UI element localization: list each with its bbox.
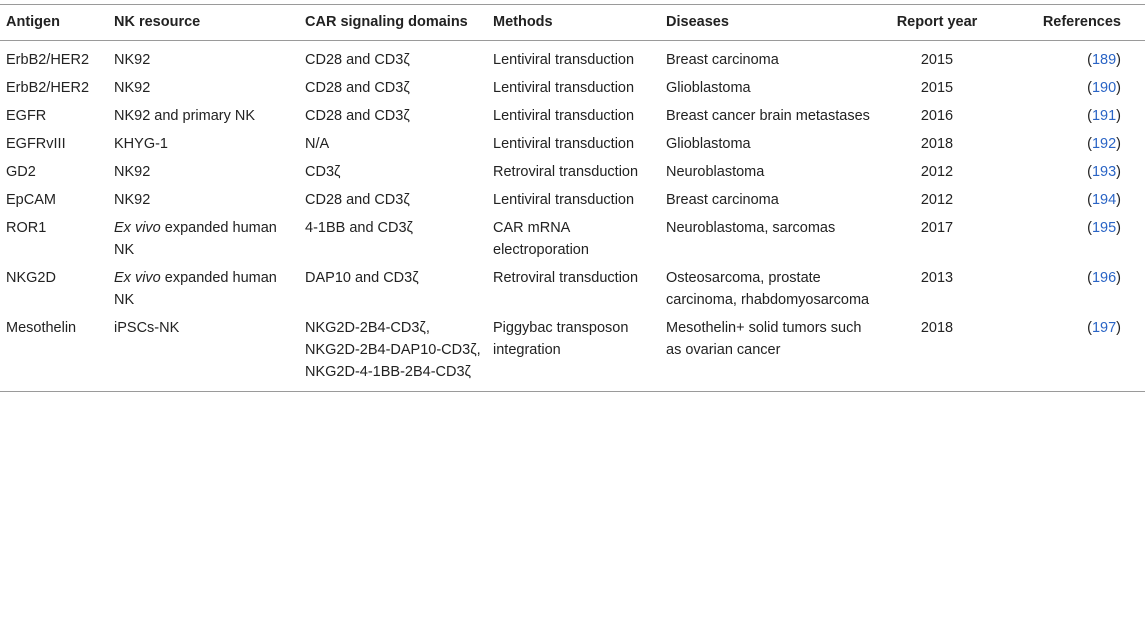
cell-methods: Lentiviral transduction: [493, 52, 635, 68]
cell-diseases: Mesothelin+ solid tumors such as ovarian cancer: [660, 314, 876, 392]
cell-report-year: 2016: [920, 108, 954, 124]
cell-antigen: ErbB2/HER2: [6, 52, 90, 68]
cell-car-signaling-domains: CD28 and CD3ζ: [305, 80, 410, 96]
cell-diseases: Breast carcinoma: [666, 52, 779, 68]
cell-antigen: EGFR: [6, 108, 47, 124]
cell-car-signaling-domains: N/A: [305, 136, 330, 152]
cell-car-signaling-domains: CD3ζ: [305, 164, 341, 180]
cell-antigen: NKG2D: [6, 270, 56, 286]
cell-report-year: 2017: [920, 220, 954, 236]
cell-report-year: 2015: [920, 52, 954, 68]
cell-methods: Lentiviral transduction: [493, 80, 635, 96]
ref-paren-close: ): [1116, 220, 1121, 236]
cell-reference: [998, 264, 1145, 314]
cell-car-signaling-domains: 4-1BB and CD3ζ: [305, 220, 413, 236]
nk-resource-italic: Ex vivo: [114, 270, 161, 286]
nk-resource-text: KHYG-1: [114, 136, 168, 152]
table-row: [0, 74, 1145, 102]
nk-resource-text: NK92 and primary NK: [114, 108, 256, 124]
reference-link[interactable]: 191: [1091, 108, 1117, 124]
header-row: [0, 5, 1145, 41]
ref-paren-close: ): [1116, 164, 1121, 180]
ref-paren-close: ): [1116, 136, 1121, 152]
cell-diseases: Breast cancer brain metastases: [666, 108, 870, 124]
table-row: [0, 158, 1145, 186]
cell-report-year: 2015: [920, 80, 954, 96]
cell-nk-resource: [108, 214, 299, 264]
cell-car-signaling-domains: CD28 and CD3ζ: [305, 52, 410, 68]
ref-paren-open: (: [1087, 52, 1092, 68]
ref-paren-open: (: [1087, 80, 1092, 96]
nk-resource-text: NK92: [114, 52, 151, 68]
reference-link[interactable]: 190: [1091, 80, 1117, 96]
cell-report-year: 2013: [920, 270, 954, 286]
reference-link[interactable]: 189: [1091, 52, 1117, 68]
cell-reference: [998, 186, 1145, 214]
header-methods: Methods: [487, 5, 660, 41]
ref-paren-close: ): [1116, 80, 1121, 96]
cell-methods: Lentiviral transduction: [493, 192, 635, 208]
cell-diseases: Breast carcinoma: [666, 192, 779, 208]
ref-paren-open: (: [1087, 136, 1092, 152]
ref-paren-close: ): [1116, 108, 1121, 124]
cell-nk-resource: [108, 41, 299, 75]
reference-link[interactable]: 196: [1091, 270, 1117, 286]
cell-reference: [998, 314, 1145, 392]
nk-resource-italic: Ex vivo: [114, 220, 161, 236]
cell-report-year: 2012: [920, 164, 954, 180]
cell-nk-resource: [108, 158, 299, 186]
nk-resource-text: NK92: [114, 192, 151, 208]
cell-antigen: ErbB2/HER2: [6, 80, 90, 96]
cell-reference: [998, 130, 1145, 158]
cell-methods: Lentiviral transduction: [493, 108, 635, 124]
cell-car-signaling-domains: CD28 and CD3ζ: [305, 108, 410, 124]
cell-methods: Retroviral transduction: [493, 164, 639, 180]
reference-link[interactable]: 195: [1091, 220, 1117, 236]
cell-nk-resource: [108, 130, 299, 158]
header-car-signaling-domains: CAR signaling domains: [299, 5, 487, 41]
cell-diseases: Osteosarcoma, prostate carcinoma, rhabdomyosarcoma: [666, 270, 870, 308]
header-antigen: Antigen: [0, 5, 108, 41]
table-row: [0, 41, 1145, 75]
table-row: [0, 186, 1145, 214]
ref-paren-close: ): [1116, 320, 1121, 336]
header-references: References: [998, 5, 1145, 41]
nk-resource-text: iPSCs-NK: [114, 320, 180, 336]
reference-link[interactable]: 197: [1091, 320, 1117, 336]
cell-car-signaling-domains: NKG2D-2B4-CD3ζ, NKG2D-2B4-DAP10-CD3ζ, NKG2D-4-1BB-2B4-CD3ζ: [299, 314, 487, 392]
cell-car-signaling-domains: DAP10 and CD3ζ: [305, 270, 419, 286]
table-row: [0, 264, 1145, 314]
cell-reference: [998, 214, 1145, 264]
cell-reference: [998, 74, 1145, 102]
cell-report-year: 2018: [920, 136, 954, 152]
cell-antigen: GD2: [6, 164, 36, 180]
cell-antigen: ROR1: [6, 220, 47, 236]
table-row: [0, 130, 1145, 158]
cell-report-year: 2018: [876, 314, 998, 392]
cell-antigen: Mesothelin: [0, 314, 108, 392]
cell-methods: CAR mRNA electroporation: [493, 220, 589, 258]
ref-paren-open: (: [1087, 270, 1092, 286]
ref-paren-open: (: [1087, 164, 1092, 180]
ref-paren-open: (: [1087, 192, 1092, 208]
header-diseases: Diseases: [660, 5, 876, 41]
cell-methods: Piggybac transposon integration: [487, 314, 660, 392]
ref-paren-close: ): [1116, 52, 1121, 68]
cell-reference: [998, 158, 1145, 186]
cell-car-signaling-domains: CD28 and CD3ζ: [305, 192, 410, 208]
nk-resource-text: expanded human NK: [114, 220, 277, 258]
ref-paren-open: (: [1087, 320, 1092, 336]
cell-antigen: EGFRvIII: [6, 136, 66, 152]
reference-link[interactable]: 194: [1091, 192, 1117, 208]
header-report-year: Report year: [876, 5, 998, 41]
table-row: [0, 214, 1145, 264]
cell-diseases: Neuroblastoma: [666, 164, 765, 180]
table-row: [0, 314, 1145, 392]
ref-paren-open: (: [1087, 108, 1092, 124]
nk-resource-text: NK92: [114, 80, 151, 96]
cell-reference: [998, 41, 1145, 75]
table-row: [0, 102, 1145, 130]
cell-diseases: Glioblastoma: [666, 80, 751, 96]
ref-paren-close: ): [1116, 270, 1121, 286]
header-nk-resource: NK resource: [108, 5, 299, 41]
nk-resource-text: expanded human NK: [114, 270, 277, 308]
cell-antigen: EpCAM: [6, 192, 56, 208]
cell-nk-resource: [108, 264, 299, 314]
reference-link[interactable]: 193: [1091, 164, 1117, 180]
cell-methods: Lentiviral transduction: [493, 136, 635, 152]
cell-diseases: Neuroblastoma, sarcomas: [666, 220, 836, 236]
nk-resource-text: NK92: [114, 164, 151, 180]
cell-nk-resource: [108, 186, 299, 214]
cell-reference: [998, 102, 1145, 130]
reference-link[interactable]: 192: [1091, 136, 1117, 152]
cell-methods: Retroviral transduction: [493, 270, 639, 286]
ref-paren-close: ): [1116, 192, 1121, 208]
cell-nk-resource: [108, 74, 299, 102]
cell-diseases: Glioblastoma: [666, 136, 751, 152]
cell-report-year: 2012: [920, 192, 954, 208]
cell-nk-resource: [108, 102, 299, 130]
car-nk-table: [0, 4, 1145, 392]
ref-paren-open: (: [1087, 220, 1092, 236]
cell-nk-resource: [108, 314, 299, 392]
